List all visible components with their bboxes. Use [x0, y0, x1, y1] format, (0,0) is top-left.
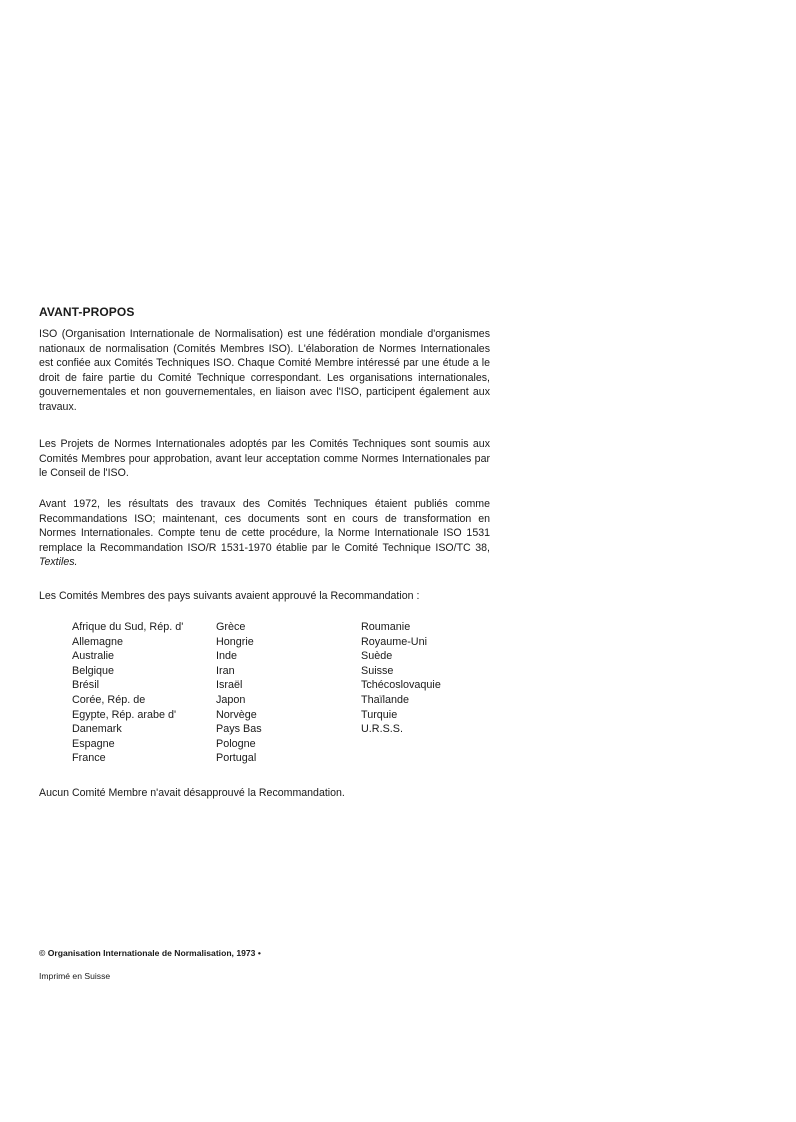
country-column-1	[72, 620, 216, 766]
paragraph-history-italic: Textiles.	[39, 556, 78, 569]
country-item: Afrique du Sud, Rép. d'	[72, 621, 184, 633]
country-item: Turquie	[361, 708, 398, 721]
country-item: Israël	[216, 679, 243, 692]
country-item: Allemagne	[72, 635, 124, 648]
country-item: Royaume-Uni	[361, 635, 428, 648]
paragraph-iso-intro: ISO (Organisation Internationale de Normalisation) est une fédération mondiale d'organismes nationaux de normalisation (Comités Membres ISO). L'élaboration de Normes Internationales est confiée aux Comités Techniques ISO. Chaque Comité Membre intéressé par une étude a le droit de faire partie du Comité Technique correspondant. Les organisations internationales, gouvernementales et non gouvernementales, en liaison avec l'ISO, participent également aux travaux.	[39, 328, 490, 413]
disapproval-statement: Aucun Comité Membre n'avait désapprouvé la Recommandation.	[39, 787, 345, 799]
country-item: Iran	[216, 664, 235, 677]
country-item: Norvège	[216, 708, 257, 721]
country-item: Inde	[216, 650, 238, 663]
country-list	[72, 620, 481, 766]
country-column-3	[361, 620, 481, 766]
country-item: Espagne	[72, 737, 115, 750]
country-item: Grèce	[216, 621, 246, 633]
approval-intro: Les Comités Membres des pays suivants avaient approuvé la Recommandation :	[39, 590, 420, 602]
section-heading: AVANT-PROPOS	[39, 305, 135, 319]
country-item: Japon	[216, 693, 246, 706]
country-item: Suisse	[361, 664, 394, 677]
country-item: Danemark	[72, 723, 122, 736]
country-item: Corée, Rép. de	[72, 693, 146, 706]
country-item: Egypte, Rép. arabe d'	[72, 708, 177, 721]
paragraph-history-text: Avant 1972, les résultats des travaux des Comités Techniques étaient publiés comme Recommandations ISO; maintenant, ces documents sont en cours de transformation en Normes Internationales. Compte tenu de cette procédure, la Norme Internationale ISO 1531 remplace la Recommandation ISO/R 1531-1970 établie par le Comité Technique ISO/TC 38,	[39, 498, 490, 554]
paragraph-history	[39, 497, 490, 570]
country-item: Portugal	[216, 752, 257, 765]
country-item: Thaïlande	[361, 693, 410, 706]
country-item: Australie	[72, 650, 115, 663]
paragraph-draft-standards: Les Projets de Normes Internationales adoptés par les Comités Techniques sont soumis aux Comités Membres pour approbation, avant leur acceptation comme Normes Internationales par le Conseil de l'ISO.	[39, 438, 490, 480]
country-item: Pologne	[216, 737, 256, 750]
country-item: France	[72, 752, 106, 765]
printed-in: Imprimé en Suisse	[39, 971, 111, 981]
country-item: Roumanie	[361, 621, 411, 633]
country-item: Pays Bas	[216, 723, 262, 736]
country-item: Tchécoslovaquie	[361, 679, 441, 692]
country-column-2	[216, 620, 361, 766]
copyright-notice: © Organisation Internationale de Normalisation, 1973 •	[39, 948, 261, 958]
country-item: Brésil	[72, 679, 99, 692]
country-item: Suède	[361, 650, 393, 663]
country-item: Hongrie	[216, 635, 254, 648]
country-item: Belgique	[72, 664, 115, 677]
country-item: U.R.S.S.	[361, 723, 403, 736]
